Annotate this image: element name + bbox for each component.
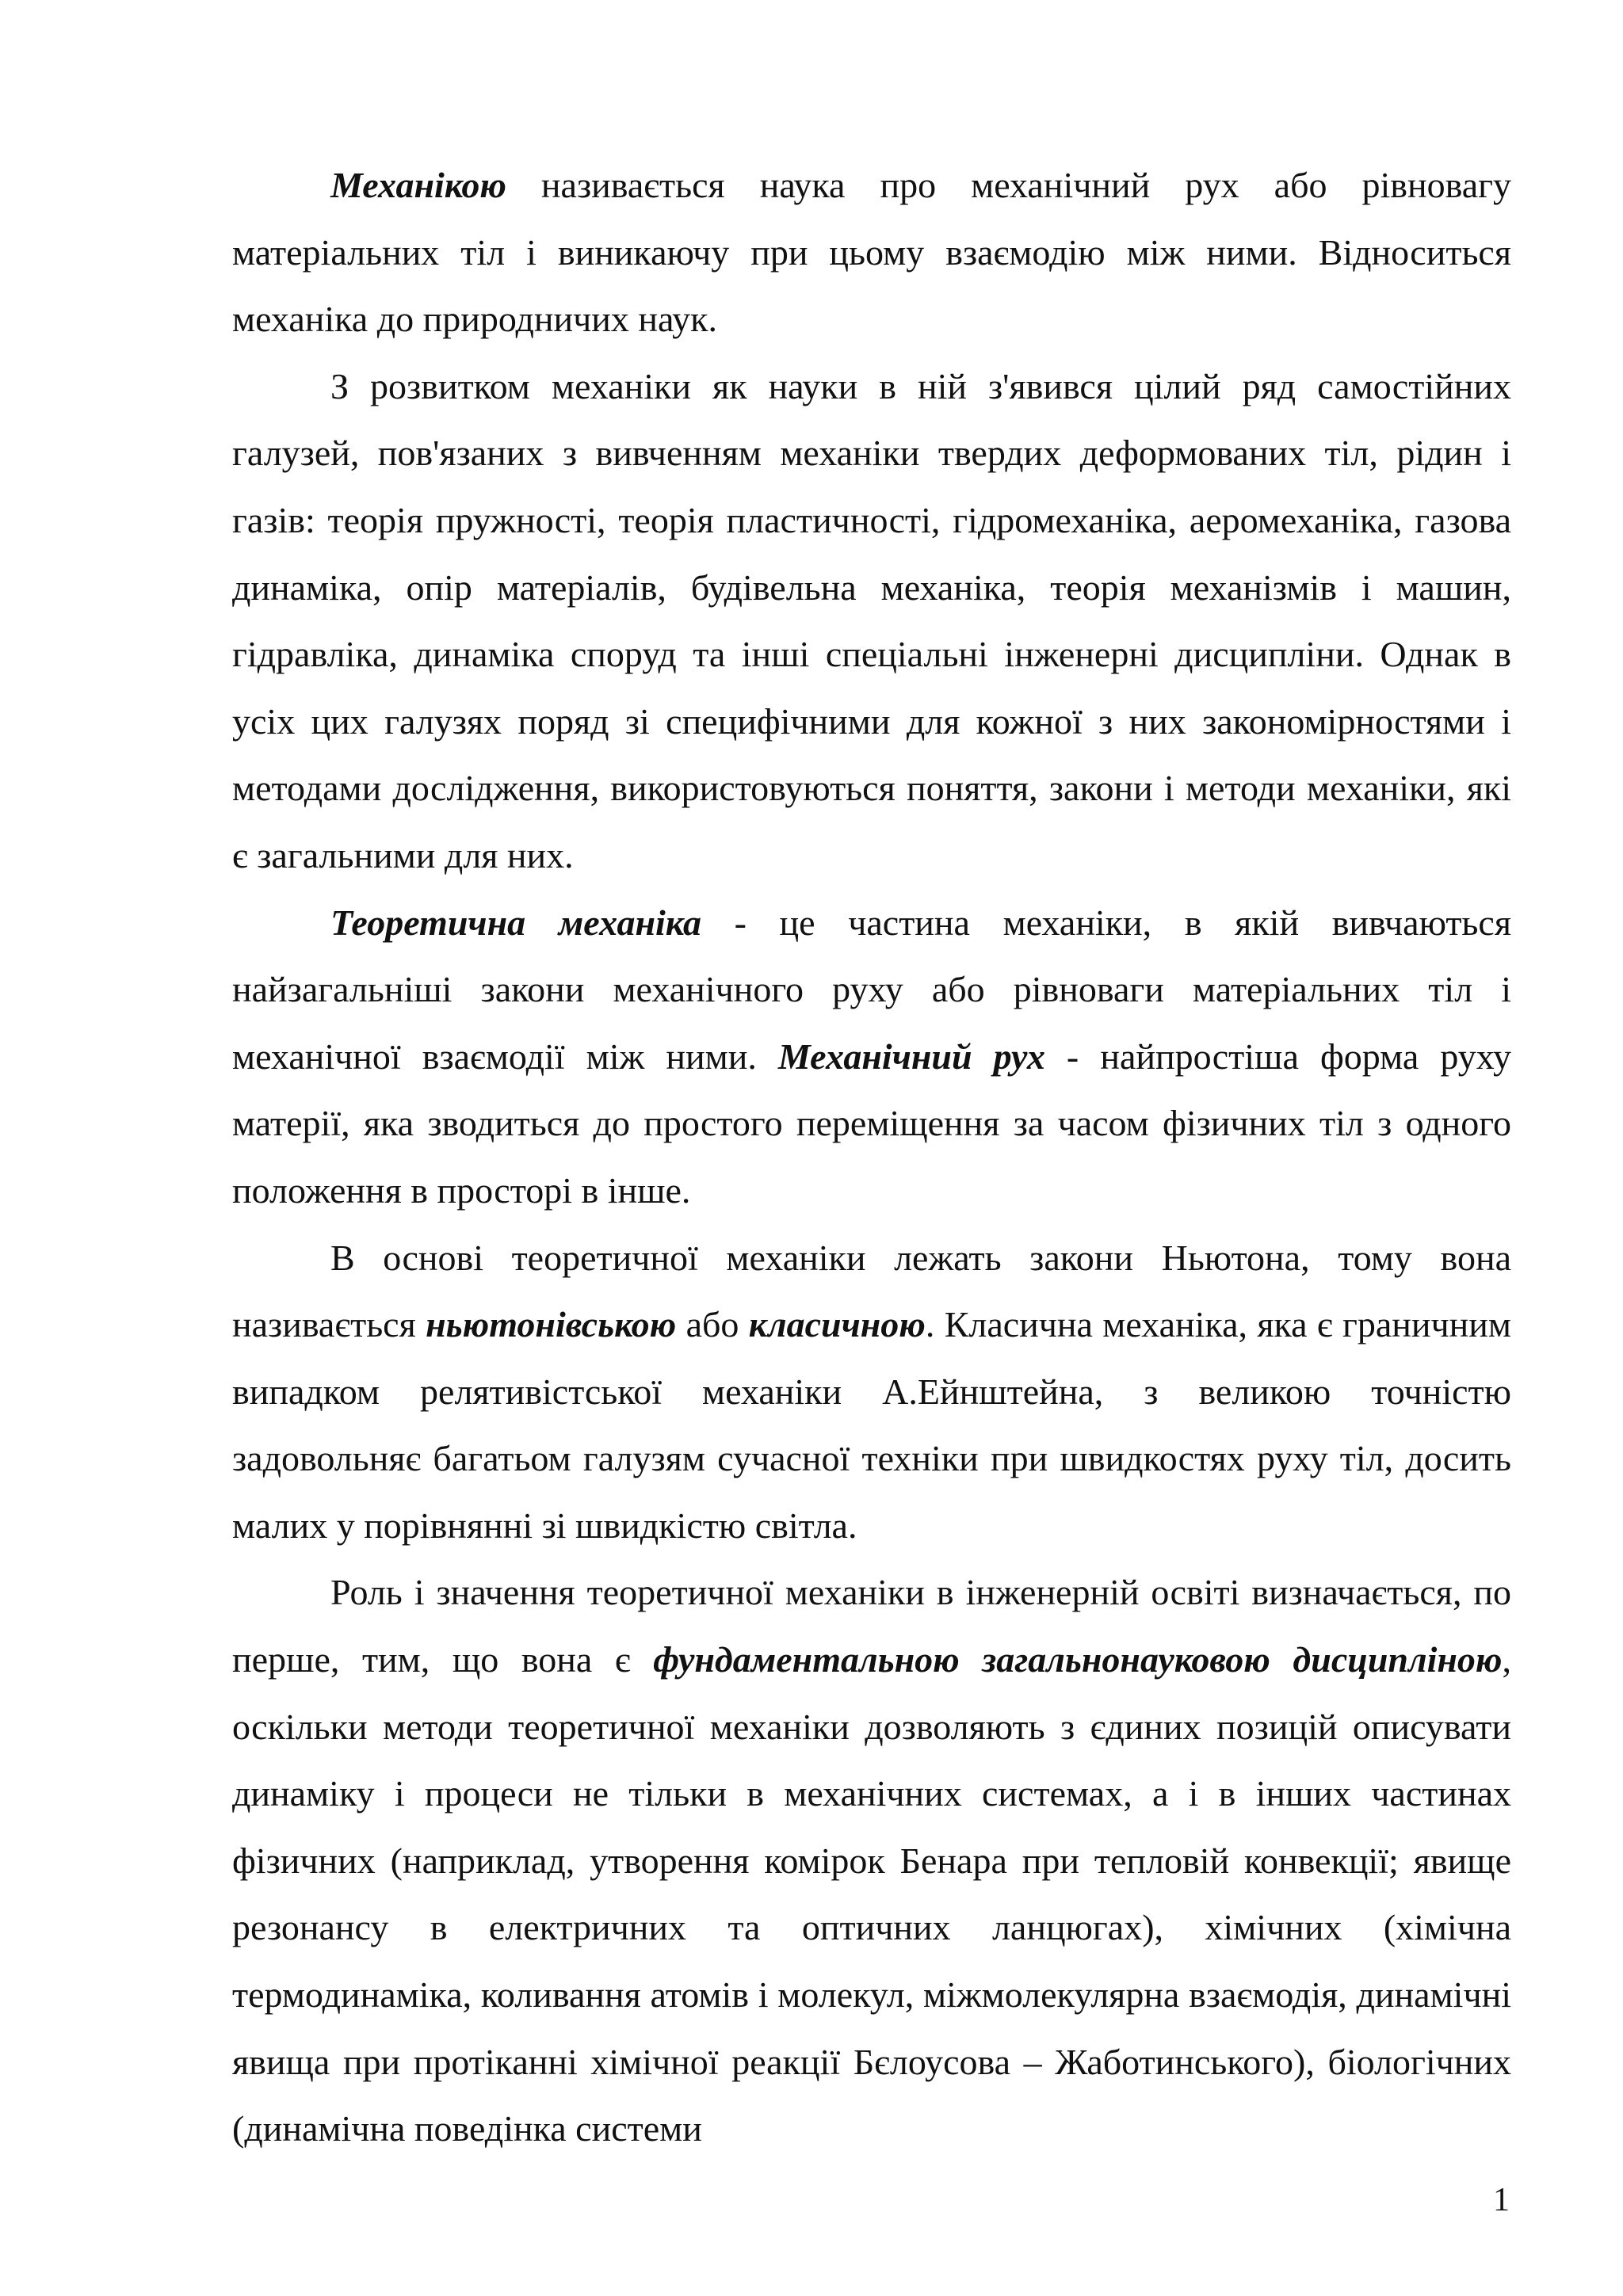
term-newtonian: ньютонівською — [426, 1304, 677, 1345]
paragraph-theoretical-mechanics — [232, 890, 1511, 1225]
paragraph-text: . Класична механіка, яка є граничним випадком релятивістської механіки А.Ейнштейна, з великою точністю задовольняє багатьом галузям сучасної техніки при швидкостях руху тіл, досить малих у порівнянні зі швидкістю світла. — [232, 1304, 1511, 1546]
paragraph-mechanics-definition — [232, 152, 1511, 353]
term-mechanics: Механікою — [330, 165, 506, 205]
term-classical: класичною — [748, 1304, 926, 1345]
paragraph-text: В основі теоретичної механіки лежать закони Ньютона, тому вона називається — [232, 1237, 1511, 1345]
paragraph-text: - це частина механіки, в якій вивчаються найзагальніші закони механічного руху або рівноваги матеріальних тіл і механічної взаємодії між ними. — [232, 902, 1511, 1077]
paragraph-text: - найпростіша форма руху матерії, яка зводиться до простого переміщення за часом фізичних тіл з одного положення в просторі в інше. — [232, 1035, 1512, 1211]
paragraph-text: , оскільки методи теоретичної механіки дозволяють з єдиних позицій описувати динаміку і процеси не тільки в механічних системах, а і в інших частинах фізичних (наприклад, утворення комірок Бенара при тепловій конвекції; явище резонансу в електричних та оптичних ланцюгах), хімічних (хімічна термодинаміка, коливання атомів і молекул, міжмолекулярна взаємодія, динамічні явища при протіканні хімічної реакції Бєлоусова – Жаботинського), біологічних (динамічна поведінка системи — [232, 1639, 1511, 2149]
paragraph-role-in-education — [232, 1559, 1511, 2162]
document-body — [232, 152, 1511, 2163]
paragraph-text: або — [676, 1304, 749, 1345]
paragraph-mechanics-branches — [232, 353, 1511, 890]
page-number: 1 — [1493, 2182, 1510, 2218]
term-theoretical-mechanics: Теоретична механіка — [330, 902, 701, 943]
term-fundamental-discipline: фундаментальною загальнонауковою дисципліною — [653, 1639, 1503, 1680]
paragraph-newton-laws — [232, 1225, 1511, 1560]
term-mechanical-motion: Механічний рух — [777, 1035, 1045, 1077]
paragraph-text: називається наука про механічний рух або рівновагу матеріальних тіл і виникаючу при цьому взаємодію між ними. Відноситься механіка до природничих наук. — [232, 165, 1511, 340]
paragraph-text: З розвитком механіки як науки в ній з'явився цілий ряд самостійних галузей, пов'язаних з вивченням механіки твердих деформованих тіл, рідин і газів: теорія пружності, теорія пластичності, гідромеханіка, аеромеханіка, газова динаміка, опір матеріалів, будівельна механіка, теорія механізмів і машин, гідравліка, динаміка споруд та інші спеціальні інженерні дисципліни. Однак в усіх цих галузях поряд зі специфічними для кожної з них закономірностями і методами дослідження, використовуються поняття, закони і методи механіки, які є загальними для них. — [232, 365, 1511, 875]
paragraph-text: Роль і значення теоретичної механіки в інженерній освіті визначається, по перше, тим, що вона є — [232, 1572, 1511, 1680]
